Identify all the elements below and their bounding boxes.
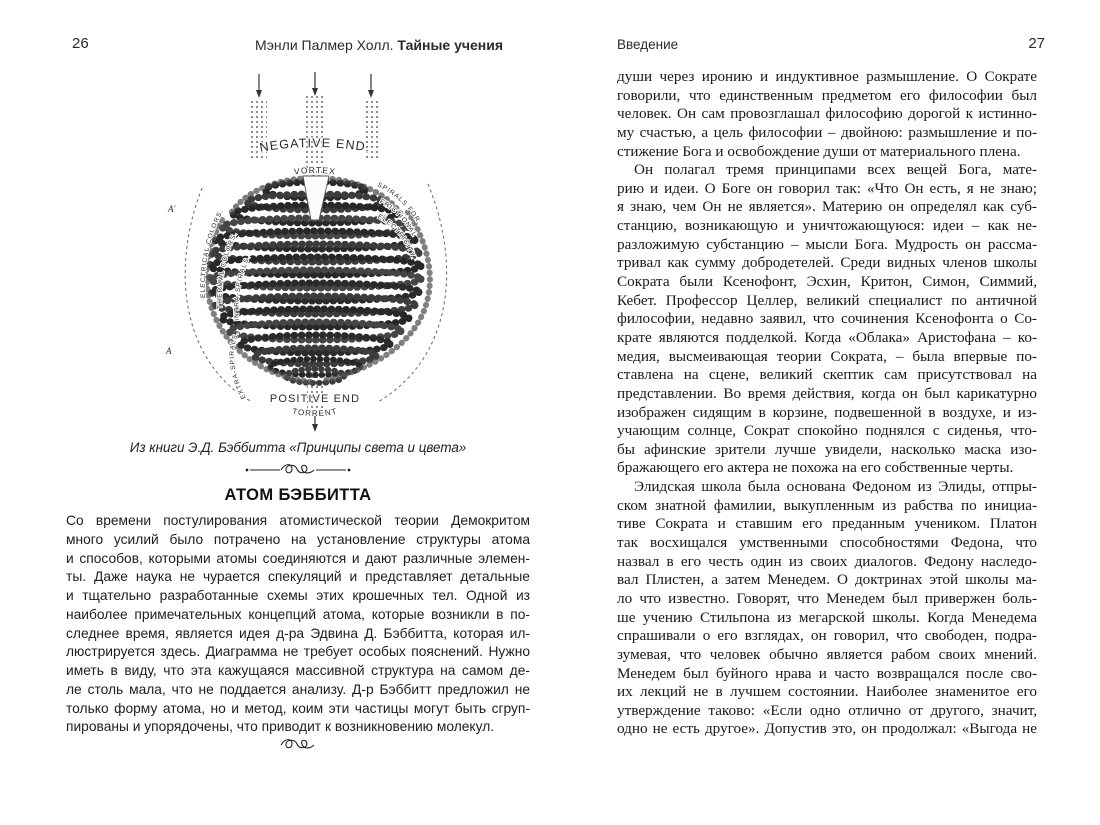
text-line: медия, высмеивающая теории Сократа, – была впервые по-: [617, 347, 1037, 365]
positive-end-label: POSITIVE END: [269, 393, 361, 405]
text-line: стижение Бога и освобождение души от материального плена.: [617, 142, 1021, 160]
text-line: представлении. Во время действия, когда он был карикатурно: [617, 384, 1037, 402]
thermal-colors-label: THERMAL COLORS.: [216, 230, 240, 310]
text-line: Сократа были Ксенофонт, Эсхин, Критон, Симон, Симмий,: [617, 273, 1037, 291]
section-heading: АТОМ БЭББИТТА: [224, 486, 372, 504]
text-line: пированы и упорядочены, что приводит к возникновению молекул.: [66, 719, 495, 735]
text-line: и тщательно разработанные схемы этих крошечных тел. Одной из: [66, 588, 530, 603]
text-line: ле столь мала, что не поддается анализу. Д-р Бэббитт предложил не: [66, 681, 530, 697]
electrical-colors-label: ELECTRICAL COLORS.: [199, 207, 226, 299]
text-line: вал Плистен, а затем Менедем. О доктринах этой школы ма-: [617, 571, 1037, 589]
text-line: бражающего его актера не похожа на его собственные черты.: [617, 459, 1014, 477]
right-page-body-text: [617, 68, 1037, 739]
text-line: му счастью, а цель философии – двойною: размышление и по-: [617, 123, 1037, 141]
right-running-title: Введение: [617, 37, 679, 52]
text-line: человек. Он сам провозглашал философию дорогой к истинно-: [617, 105, 1037, 123]
mark-a: A: [166, 346, 172, 356]
electricity-label: ELECTRICITY.: [376, 213, 418, 261]
text-line: иметь в виду, что эта кажущаяся массивной структура на самом де-: [66, 663, 530, 678]
text-line: Он полагал тремя принципами всех вещей Бога, мате-: [634, 161, 1037, 179]
text-line: учающим солнце, Сократ спокойно поднялся с сиденья, что-: [617, 422, 1037, 440]
text-line: назвал в его честь один из своих диалогов. Федону наследо-: [617, 552, 1037, 570]
text-line: крате являются подделкой. Когда «Облака» Аристофана – ко-: [617, 328, 1037, 346]
torrent-arrow-icon: [312, 416, 318, 432]
text-line: тиве Сократа и ставшим его преданным учеником. Платон: [617, 515, 1037, 533]
illustration-caption: Из книги Э.Д. Бэббитта «Принципы света и цвета»: [129, 440, 467, 455]
text-line: ском знатной фамилии, выкупленным из рабства по инициа-: [617, 496, 1037, 514]
text-line: так восхищался умственными способностями Федона, что: [617, 534, 1037, 552]
spirals-for-label: SPIRALS FOR: [376, 181, 422, 224]
text-line: ты. Даже наука не чурается спекуляций и представляет детальные: [66, 569, 530, 585]
text-line: ше учению Стильпона из мегарской школы. Когда Менедема: [617, 608, 1037, 626]
text-line: изображен сидящим в корзине, подвешенной в воздухе, и из-: [617, 403, 1037, 421]
negative-end-label: NEGATIVE END.: [258, 135, 372, 155]
divider-flourish-icon: [243, 462, 353, 478]
text-line: философии, недавно заявил, что сочинения Ксенофонта о Со-: [617, 310, 1037, 328]
end-flourish-icon: [278, 736, 318, 754]
intra-spirals-label: INTRA-SPIRALS.: [233, 253, 253, 321]
text-line: только форму атома, но и метод, коим эти частицы могут быть сгруп-: [66, 700, 530, 716]
text-line: люстрируется здесь. Диаграмма не требует особых пояснений. Нужно: [66, 644, 530, 660]
left-page-body-text: [66, 512, 530, 737]
text-line: утверждение таково: «Если одно отлично от другого, значит,: [617, 701, 1037, 719]
text-line: зумевая, что человек обычно является рабом своих мнений.: [617, 645, 1037, 663]
text-line: Кебет. Профессор Целлер, великий специалист по античной: [617, 291, 1037, 309]
text-line: станцию, возникающую и уничтожающуюся: идеи – как не-: [617, 217, 1037, 235]
text-line: говорили, что единственным предметом его философии был: [617, 86, 1037, 104]
text-line: бы афинские зрители лучше увидели, насколько маска изо-: [617, 440, 1037, 458]
mark-a-prime: A′: [168, 204, 176, 214]
text-line: следнее время, является идея д-ра Эдвина Д. Бэббитта, которая ил-: [66, 625, 530, 641]
negative-end-arrows-icon: [256, 72, 374, 98]
text-line: одно не есть другое». Допустив это, он продолжал: «Выгода не: [617, 720, 1037, 738]
text-line: я знаю, чем Он не является». Материю он определял как суб-: [617, 198, 1037, 216]
section-divider: [66, 462, 530, 483]
extra-spirals-label: EXTRA-SPIRALS.: [228, 330, 248, 401]
text-line: рию и идеи. О Боге он говорил так: «Что Он есть, я не знаю;: [617, 179, 1037, 197]
text-line: их лекций не в лучшем состоянии. Наиболее знаменитое его: [617, 683, 1037, 701]
text-line: много усилий было потрачено на установление структуры атома: [66, 531, 530, 547]
text-line: тривал как сумму добродетелей. Среди видных членов школы: [617, 254, 1037, 272]
text-line: наиболее примечательных концепций атома, которые возникли в по-: [66, 606, 530, 622]
text-line: души через иронию и индуктивное размышление. О Сократе: [617, 68, 1037, 85]
vortex-label: VORTEX: [293, 164, 337, 177]
torrent-label: TORRENT: [291, 406, 339, 419]
text-line: разложимую субстанцию – мысли Бога. Мудрость он рассма-: [617, 235, 1037, 253]
frictional-label: FRICTIONAL: [378, 198, 418, 239]
running-title-author: Мэнли Палмер Холл.: [254, 37, 398, 53]
text-line: спрашивали о его взглядах, он говорил, что свободен, подра-: [617, 627, 1037, 645]
text-line: Со времени постулирования атомистической теории Демокритом: [66, 513, 530, 528]
text-line: ставлена на сцене, великий скептик сам присутствовал на: [617, 366, 1037, 384]
text-line: Менедем был буйного нрава и часто возвращался после сво-: [617, 664, 1037, 682]
text-line: ло что известно. Говорят, что Менедем был привержен боль-: [617, 589, 1037, 607]
babbitt-atom-engraving: [160, 70, 470, 434]
right-page-number: 27: [1028, 35, 1045, 52]
text-line: Элидская школа была основана Федоном из Элиды, отпры-: [634, 478, 1037, 496]
left-page-number: 26: [72, 35, 89, 52]
text-line: и способов, которыми атомы соединяются и дают различные элемен-: [66, 550, 530, 566]
end-flourish: [66, 736, 530, 759]
running-title: [229, 37, 529, 53]
running-title-book: Тайные учения: [397, 37, 504, 53]
